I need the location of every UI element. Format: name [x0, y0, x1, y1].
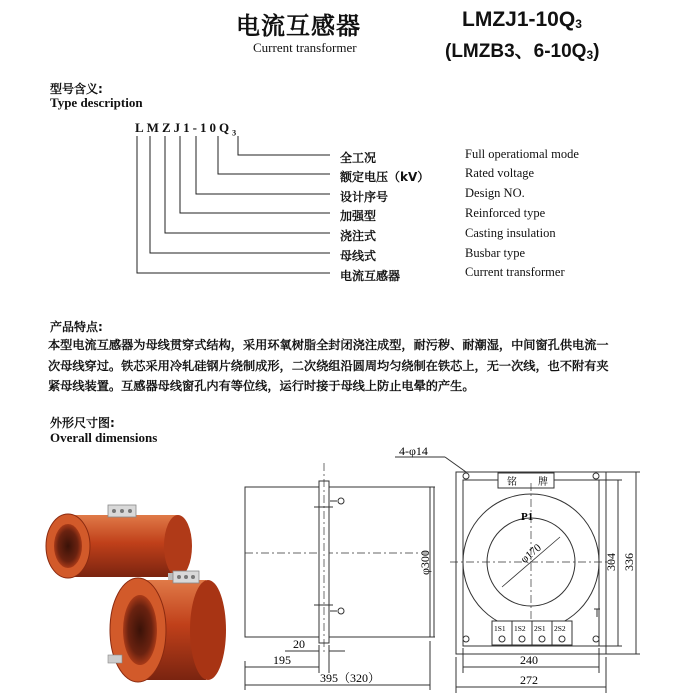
model-alt-sub: 3: [586, 48, 594, 62]
page-title-cn: 电流互感器: [236, 12, 361, 40]
type-item-en-6: Current transformer: [465, 265, 565, 279]
model-alt-suffix: ): [593, 41, 600, 62]
nameplate-left: 铭: [507, 477, 517, 488]
product-unit-front: [108, 571, 226, 682]
type-heading-cn: 型号含义:: [50, 82, 103, 96]
type-item-cn-5: 母线式: [340, 249, 377, 263]
dimensions-heading-cn: 外形尺寸图:: [50, 416, 115, 430]
type-item-cn-3: 加强型: [340, 209, 377, 223]
terminal-2s1: 2S1: [534, 624, 546, 633]
page-title-en: Current transformer: [253, 40, 357, 55]
product-unit-back: [46, 505, 192, 587]
type-item-en-2: Design NO.: [465, 186, 525, 200]
model-main-text: LMZJ1-10Q: [462, 8, 576, 31]
terminal-1s1: 1S1: [494, 624, 506, 633]
type-item-en-3: Reinforced type: [465, 206, 546, 220]
type-item-cn-4: 浇注式: [340, 229, 377, 243]
dim-holes: 4-φ14: [399, 445, 428, 458]
dimensions-heading-en: Overall dimensions: [50, 430, 158, 445]
dim-240: 240: [520, 653, 538, 667]
front-view-drawing: [390, 445, 700, 699]
type-item-cn-1: 额定电压（kV）: [340, 170, 430, 184]
type-item-en-4: Casting insulation: [465, 226, 556, 240]
type-item-en-0: Full operatiomal mode: [465, 147, 579, 161]
dim-20: 20: [293, 637, 305, 651]
type-item-cn-0: 全工况: [340, 151, 377, 165]
type-item-en-1: Rated voltage: [465, 166, 535, 180]
type-code-text: LMZJ1-10Q: [135, 120, 233, 135]
dim-bore: φ170: [518, 541, 544, 566]
type-heading-en: Type description: [50, 95, 143, 110]
type-item-cn-6: 电流互感器: [340, 269, 401, 283]
features-line-2: 紧母线装置。互感器母线窗孔内有等位线，运行时接于母线上防止电晕的产生。: [48, 379, 475, 393]
features-text: [48, 335, 658, 397]
dim-395: 395（320）: [320, 671, 381, 685]
dim-195: 195: [273, 653, 291, 667]
product-photo: [28, 495, 238, 695]
terminal-2s2: 2S2: [554, 624, 566, 633]
type-item-cn-2: 设计序号: [340, 190, 389, 204]
model-alt-prefix: (LMZB3、6-10Q: [445, 41, 587, 62]
nameplate-right: 牌: [538, 477, 548, 488]
dim-diameter: φ300: [418, 550, 432, 575]
features-line-0: 本型电流互感器为母线贯穿式结构，采用环氧树脂全封闭浇注成型，耐污秽、耐潮湿，中间窗孔供电流一: [48, 338, 609, 352]
dim-304: 304: [604, 553, 618, 571]
model-main-sub: 3: [575, 17, 582, 31]
type-code-sub: 3: [232, 128, 237, 138]
dim-336: 336: [622, 553, 636, 571]
terminal-1s2: 1S2: [514, 624, 526, 633]
dim-272: 272: [520, 673, 538, 687]
features-heading: 产品特点:: [50, 320, 103, 334]
type-item-en-5: Busbar type: [465, 246, 526, 260]
p1-label: P1: [521, 511, 534, 523]
features-line-1: 次母线穿过。铁芯采用冷轧硅钢片绕制成形，二次绕组沿圆周均匀绕制在铁芯上，无一次线，也不附有夹: [48, 358, 609, 373]
